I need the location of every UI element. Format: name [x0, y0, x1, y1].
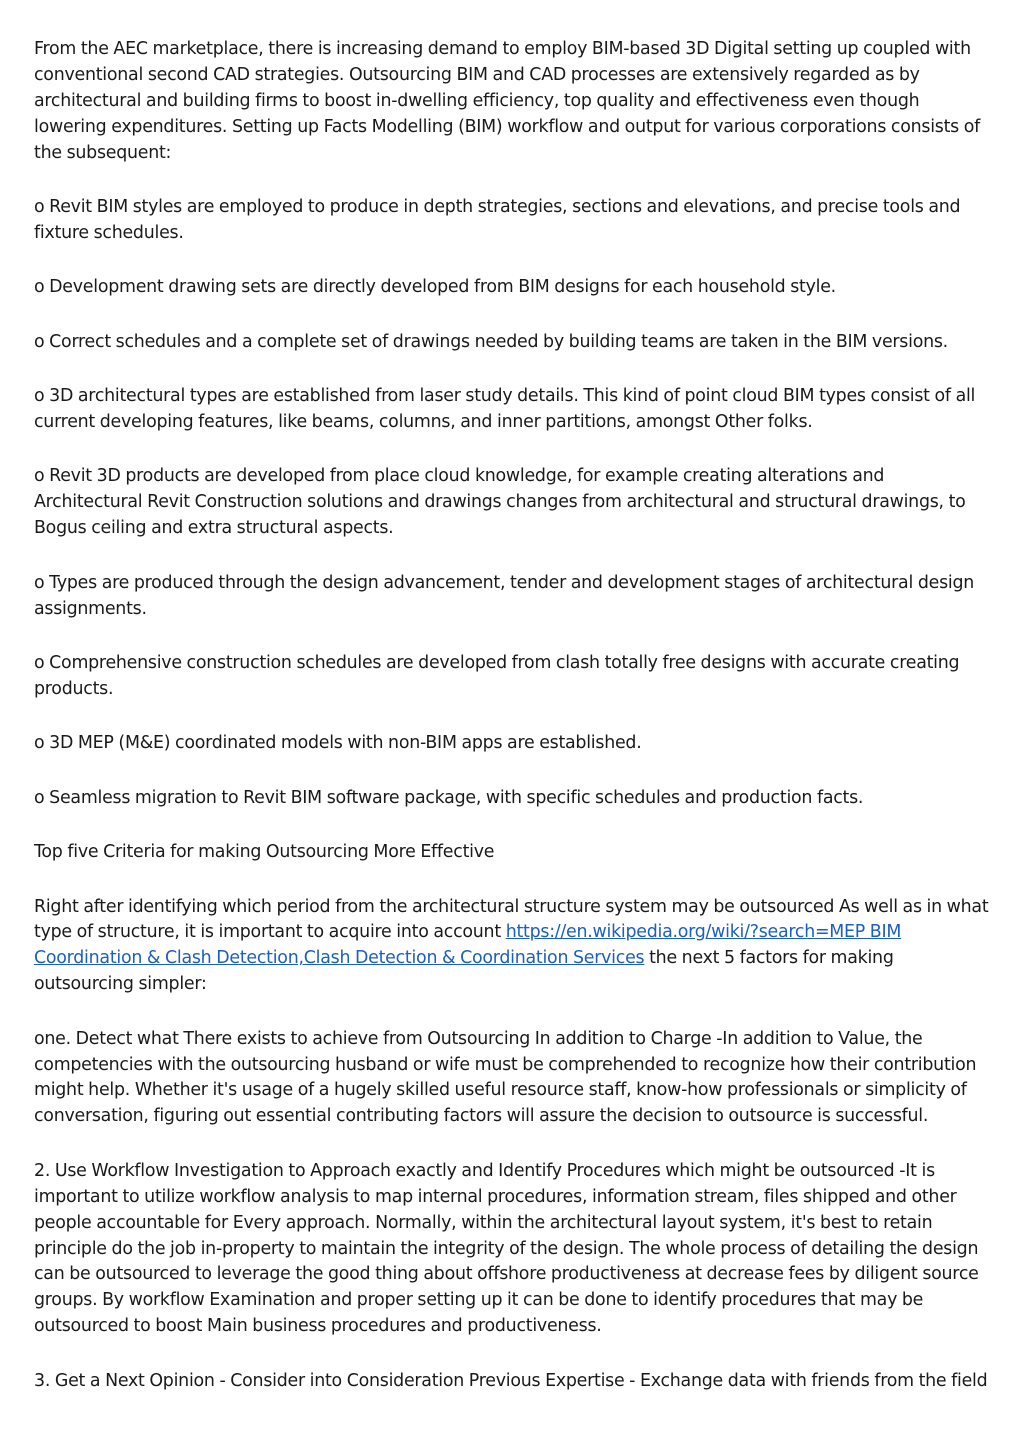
bullet-item: o Types are produced through the design advancement, tender and development stages of architectural design assignments. — [34, 572, 975, 619]
bullet-item: o 3D architectural types are established from laser study details. This kind of point cloud BIM types consist of all current developing features, like beams, columns, and inner partitions, amongst Other folks. — [34, 386, 976, 433]
bullet-item: o Revit 3D products are developed from place cloud knowledge, for example creating alterations and Architectural Revit Construction solutions and drawings changes from architectural and structural drawings, to Bogus ceiling and extra structural aspects. — [34, 466, 966, 539]
bullet-item: o Correct schedules and a complete set of drawings needed by building teams are taken in the BIM versions. — [34, 331, 948, 352]
bullet-item: o Seamless migration to Revit BIM software package, with specific schedules and production facts. — [34, 787, 864, 808]
bullet-item: o Revit BIM styles are employed to produce in depth strategies, sections and elevations, and precise tools and fixture schedules. — [34, 197, 961, 243]
section-heading: Top five Criteria for making Outsourcing More Effective — [34, 842, 495, 863]
numbered-point: 3. Get a Next Opinion - Consider into Consideration Previous Expertise - Exchange data with friends from the field — [34, 1370, 988, 1391]
criteria-text-after-link: the next 5 factors for making outsourcing simpler: — [34, 948, 894, 995]
bullet-item: o Comprehensive construction schedules are developed from clash totally free designs with accurate creating products. — [34, 653, 960, 699]
bullet-item: o Development drawing sets are directly developed from BIM designs for each household style. — [34, 277, 836, 298]
numbered-point: one. Detect what There exists to achieve from Outsourcing In addition to Charge -In addition to Value, the competencies with the outsourcing husband or wife must be comprehended to recognize how their contribution might help. Whether it's usage of a hugely skilled useful resource staff, know-how professionals or simplicity of conversation, figuring out essential contributing factors will assure the decision to outsource is successful. — [34, 1028, 977, 1127]
numbered-point: 2. Use Workflow Investigation to Approach exactly and Identify Procedures which might be outsourced -It is important to utilize workflow analysis to map internal procedures, information stream, files shipped and other people accountable for Every approach. Normally, within the architectural layout system, it's best to retain principle do the job in-property to maintain the integrity of the design. The whole process of detailing the design can be outsourced to leverage the good thing about offshore productiveness at decrease fees by diligent source groups. By workflow Examination and proper setting up it can be done to identify procedures that may be outsourced to boost Main business procedures and productiveness. — [34, 1160, 979, 1337]
wikipedia-search-link[interactable]: https://en.wikipedia.org/wiki/?search=MEP BIM Coordination & Clash Detection,Clash Detection & Coordination Services — [34, 922, 902, 969]
intro-paragraph: From the AEC marketplace, there is increasing demand to employ BIM-based 3D Digital setting up coupled with conventional second CAD strategies. Outsourcing BIM and CAD processes are extensively regarded as by architectural and building firms to boost in-dwelling efficiency, top quality and effectiveness even though lowering expenditures. Setting up Facts Modelling (BIM) workflow and output for various corporations consists of the subsequent: — [34, 39, 981, 163]
criteria-paragraph — [34, 895, 996, 999]
criteria-text-before-link: Right after identifying which period from the architectural structure system may be outsourced As well as in what type of structure, it is important to acquire into account — [34, 896, 989, 943]
document-body — [34, 37, 996, 1423]
bullet-item: o 3D MEP (M&E) coordinated models with non-BIM apps are established. — [34, 733, 642, 754]
